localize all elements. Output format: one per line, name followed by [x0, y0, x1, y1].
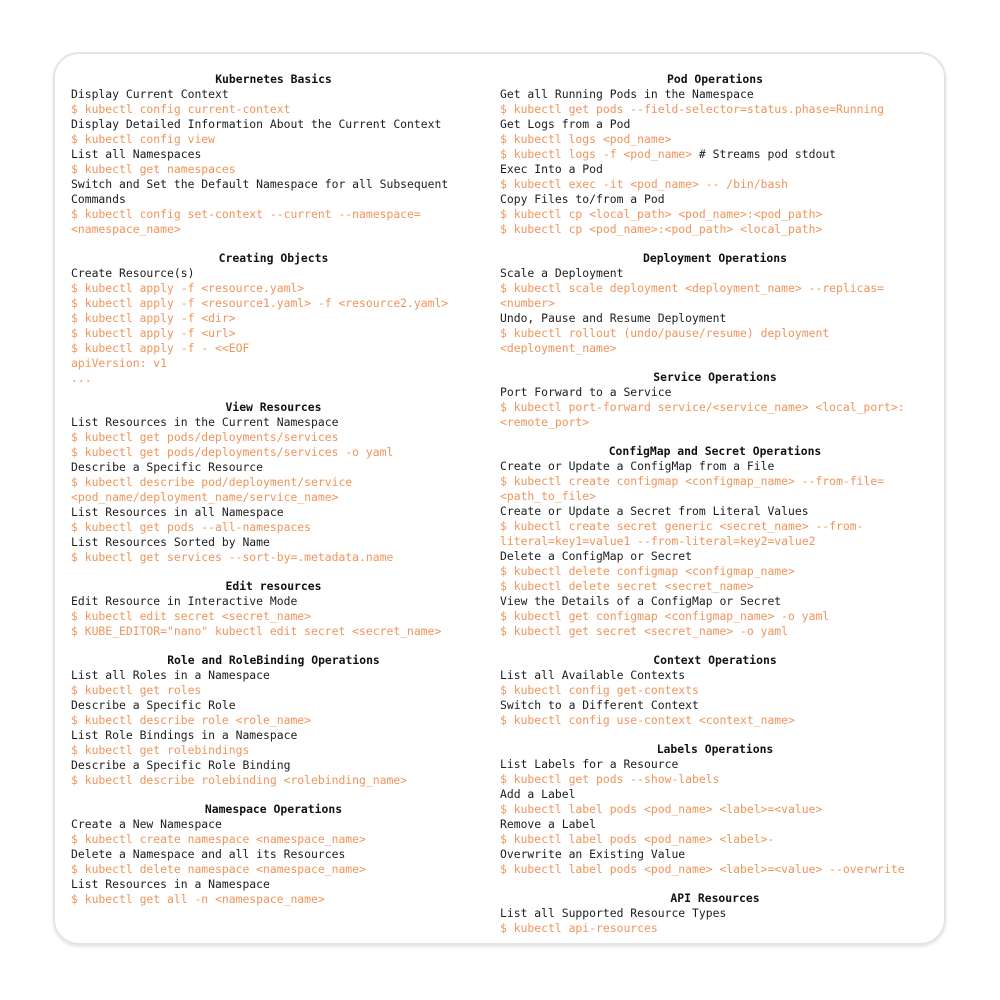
command-line: $ kubectl get secret <secret_name> -o yaml — [500, 624, 789, 638]
command-line: $ kubectl delete secret <secret_name> — [500, 579, 754, 593]
command-line: $ kubectl describe rolebinding <rolebinding_name> — [71, 773, 408, 787]
command-line: $ kubectl get pods --show-labels — [500, 772, 720, 786]
command-line: $ kubectl get roles — [71, 683, 202, 697]
description-line: Delete a Namespace and all its Resources — [71, 847, 346, 861]
section-title: API Resources — [670, 891, 760, 905]
description-line: Describe a Specific Role — [71, 698, 236, 712]
command-line: $ kubectl label pods <pod_name> <label>=<value> --overwrite — [500, 862, 905, 876]
description-line: Overwrite an Existing Value — [500, 847, 686, 861]
description-line: List all Available Contexts — [500, 668, 686, 682]
command-line: $ kubectl describe pod/deployment/service <pod_name/deployment_name/service_name> — [71, 475, 360, 504]
description-line: List Resources in the Current Namespace — [71, 415, 339, 429]
section-view-resources — [71, 400, 476, 565]
command-line: $ kubectl get namespaces — [71, 162, 236, 176]
section-title: Context Operations — [653, 653, 777, 667]
section-service-operations — [500, 370, 930, 430]
section-title: ConfigMap and Secret Operations — [608, 444, 822, 458]
command-line: $ kubectl get pods --field-selector=status.phase=Running — [500, 102, 885, 116]
command-line: $ kubectl get all -n <namespace_name> — [71, 892, 325, 906]
section-title: Service Operations — [653, 370, 777, 384]
command-line: $ kubectl get configmap <configmap_name> -o yaml — [500, 609, 830, 623]
section-pod-operations — [500, 72, 930, 237]
command-line: $ kubectl label pods <pod_name> <label>=<value> — [500, 802, 823, 816]
command-line: $ kubectl config view — [71, 132, 216, 146]
section-title: Labels Operations — [656, 742, 774, 756]
description-line: View the Details of a ConfigMap or Secret — [500, 594, 782, 608]
command-line: $ kubectl label pods <pod_name> <label>- — [500, 832, 775, 846]
command-line: $ kubectl cp <local_path> <pod_name>:<pod_path> — [500, 207, 823, 221]
description-line: Create or Update a Secret from Literal Values — [500, 504, 809, 518]
section-creating-objects — [71, 251, 476, 386]
section-title: Kubernetes Basics — [215, 72, 332, 86]
description-line: Remove a Label — [500, 817, 597, 831]
description-line: List all Roles in a Namespace — [71, 668, 270, 682]
description-line: Switch and Set the Default Namespace for all Subsequent Commands — [71, 177, 456, 206]
description-line: Edit Resource in Interactive Mode — [71, 594, 298, 608]
section-title: Pod Operations — [666, 72, 763, 86]
description-line: List Resources Sorted by Name — [71, 535, 270, 549]
section-title: Role and RoleBinding Operations — [167, 653, 380, 667]
command-line: $ kubectl api-resources — [500, 921, 658, 935]
description-line: Copy Files to/from a Pod — [500, 192, 665, 206]
command-line: $ kubectl config use-context <context_name> — [500, 713, 795, 727]
section-namespace-operations — [71, 802, 476, 907]
description-line: Switch to a Different Context — [500, 698, 699, 712]
description-line: Exec Into a Pod — [500, 162, 603, 176]
section-kubernetes-basics — [71, 72, 476, 237]
command-line: apiVersion: v1 — [71, 356, 168, 370]
section-edit-resources — [71, 579, 476, 639]
command-line: ... — [71, 371, 92, 385]
description-line: List Role Bindings in a Namespace — [71, 728, 298, 742]
command-line: $ kubectl create secret generic <secret_name> --from-literal=key1=value1 --from-literal=key2=value2 — [500, 519, 864, 548]
command-line: $ kubectl config current-context — [71, 102, 291, 116]
section-title: View Resources — [225, 400, 322, 414]
section-role-and-rolebinding-operations — [71, 653, 476, 788]
command-line — [500, 147, 930, 162]
description-line: List Resources in a Namespace — [71, 877, 270, 891]
command-line: $ kubectl apply -f <dir> — [71, 311, 236, 325]
description-line: Get Logs from a Pod — [500, 117, 631, 131]
description-line: Add a Label — [500, 787, 576, 801]
section-title: Deployment Operations — [642, 251, 787, 265]
section-title: Namespace Operations — [204, 802, 343, 816]
command-line: $ kubectl get rolebindings — [71, 743, 250, 757]
command-line: $ kubectl logs <pod_name> — [500, 132, 672, 146]
command-line: $ kubectl exec -it <pod_name> -- /bin/bash — [500, 177, 789, 191]
description-line: Display Detailed Information About the Current Context — [71, 117, 442, 131]
command-line: $ kubectl describe role <role_name> — [71, 713, 312, 727]
description-line: Get all Running Pods in the Namespace — [500, 87, 754, 101]
command-line: $ kubectl create configmap <configmap_name> --from-file=<path_to_file> — [500, 474, 885, 503]
command-line: $ kubectl delete configmap <configmap_name> — [500, 564, 795, 578]
command-line: $ kubectl scale deployment <deployment_name> --replicas=<number> — [500, 281, 885, 310]
command-line: $ kubectl config get-contexts — [500, 683, 699, 697]
cheatsheet-card — [53, 52, 946, 945]
section-labels-operations — [500, 742, 930, 877]
command-line: $ kubectl delete namespace <namespace_name> — [71, 862, 366, 876]
description-line: Create a New Namespace — [71, 817, 222, 831]
command-line: $ kubectl apply -f <resource1.yaml> -f <resource2.yaml> — [71, 296, 449, 310]
command-line: $ kubectl apply -f <resource.yaml> — [71, 281, 305, 295]
description-line: Scale a Deployment — [500, 266, 624, 280]
command-line: $ kubectl create namespace <namespace_name> — [71, 832, 366, 846]
command-line: $ kubectl get pods/deployments/services — [71, 430, 339, 444]
description-line: Describe a Specific Resource — [71, 460, 264, 474]
command-line: $ kubectl config set-context --current --namespace=<namespace_name> — [71, 207, 421, 236]
left-column — [71, 72, 476, 921]
command-line: $ kubectl get services --sort-by=.metadata.name — [71, 550, 394, 564]
description-line: Create or Update a ConfigMap from a File — [500, 459, 775, 473]
section-deployment-operations — [500, 251, 930, 356]
description-line: Port Forward to a Service — [500, 385, 672, 399]
description-line: Describe a Specific Role Binding — [71, 758, 291, 772]
description-line: List Labels for a Resource — [500, 757, 679, 771]
command-line: $ kubectl edit secret <secret_name> — [71, 609, 312, 623]
command-comment: # Streams pod stdout — [692, 147, 837, 161]
description-line: List all Namespaces — [71, 147, 202, 161]
command-line: $ kubectl cp <pod_name>:<pod_path> <local_path> — [500, 222, 823, 236]
description-line: Undo, Pause and Resume Deployment — [500, 311, 727, 325]
description-line: Create Resource(s) — [71, 266, 195, 280]
description-line: List all Supported Resource Types — [500, 906, 727, 920]
command-line: $ kubectl apply -f <url> — [71, 326, 236, 340]
command-line: $ kubectl get pods --all-namespaces — [71, 520, 312, 534]
section-api-resources — [500, 891, 930, 936]
description-line: Delete a ConfigMap or Secret — [500, 549, 693, 563]
command-text: $ kubectl logs -f <pod_name> — [500, 147, 693, 161]
command-line: $ kubectl get pods/deployments/services -o yaml — [71, 445, 394, 459]
section-configmap-and-secret-operations — [500, 444, 930, 639]
command-line: $ kubectl rollout (undo/pause/resume) deployment <deployment_name> — [500, 326, 837, 355]
right-column — [500, 72, 930, 950]
command-line: $ kubectl apply -f - <<EOF — [71, 341, 250, 355]
command-line: $ KUBE_EDITOR="nano" kubectl edit secret <secret_name> — [71, 624, 442, 638]
section-context-operations — [500, 653, 930, 728]
section-title: Creating Objects — [218, 251, 329, 265]
section-title: Edit resources — [225, 579, 322, 593]
description-line: List Resources in all Namespace — [71, 505, 284, 519]
description-line: Display Current Context — [71, 87, 229, 101]
command-line: $ kubectl port-forward service/<service_name> <local_port>:<remote_port> — [500, 400, 905, 429]
